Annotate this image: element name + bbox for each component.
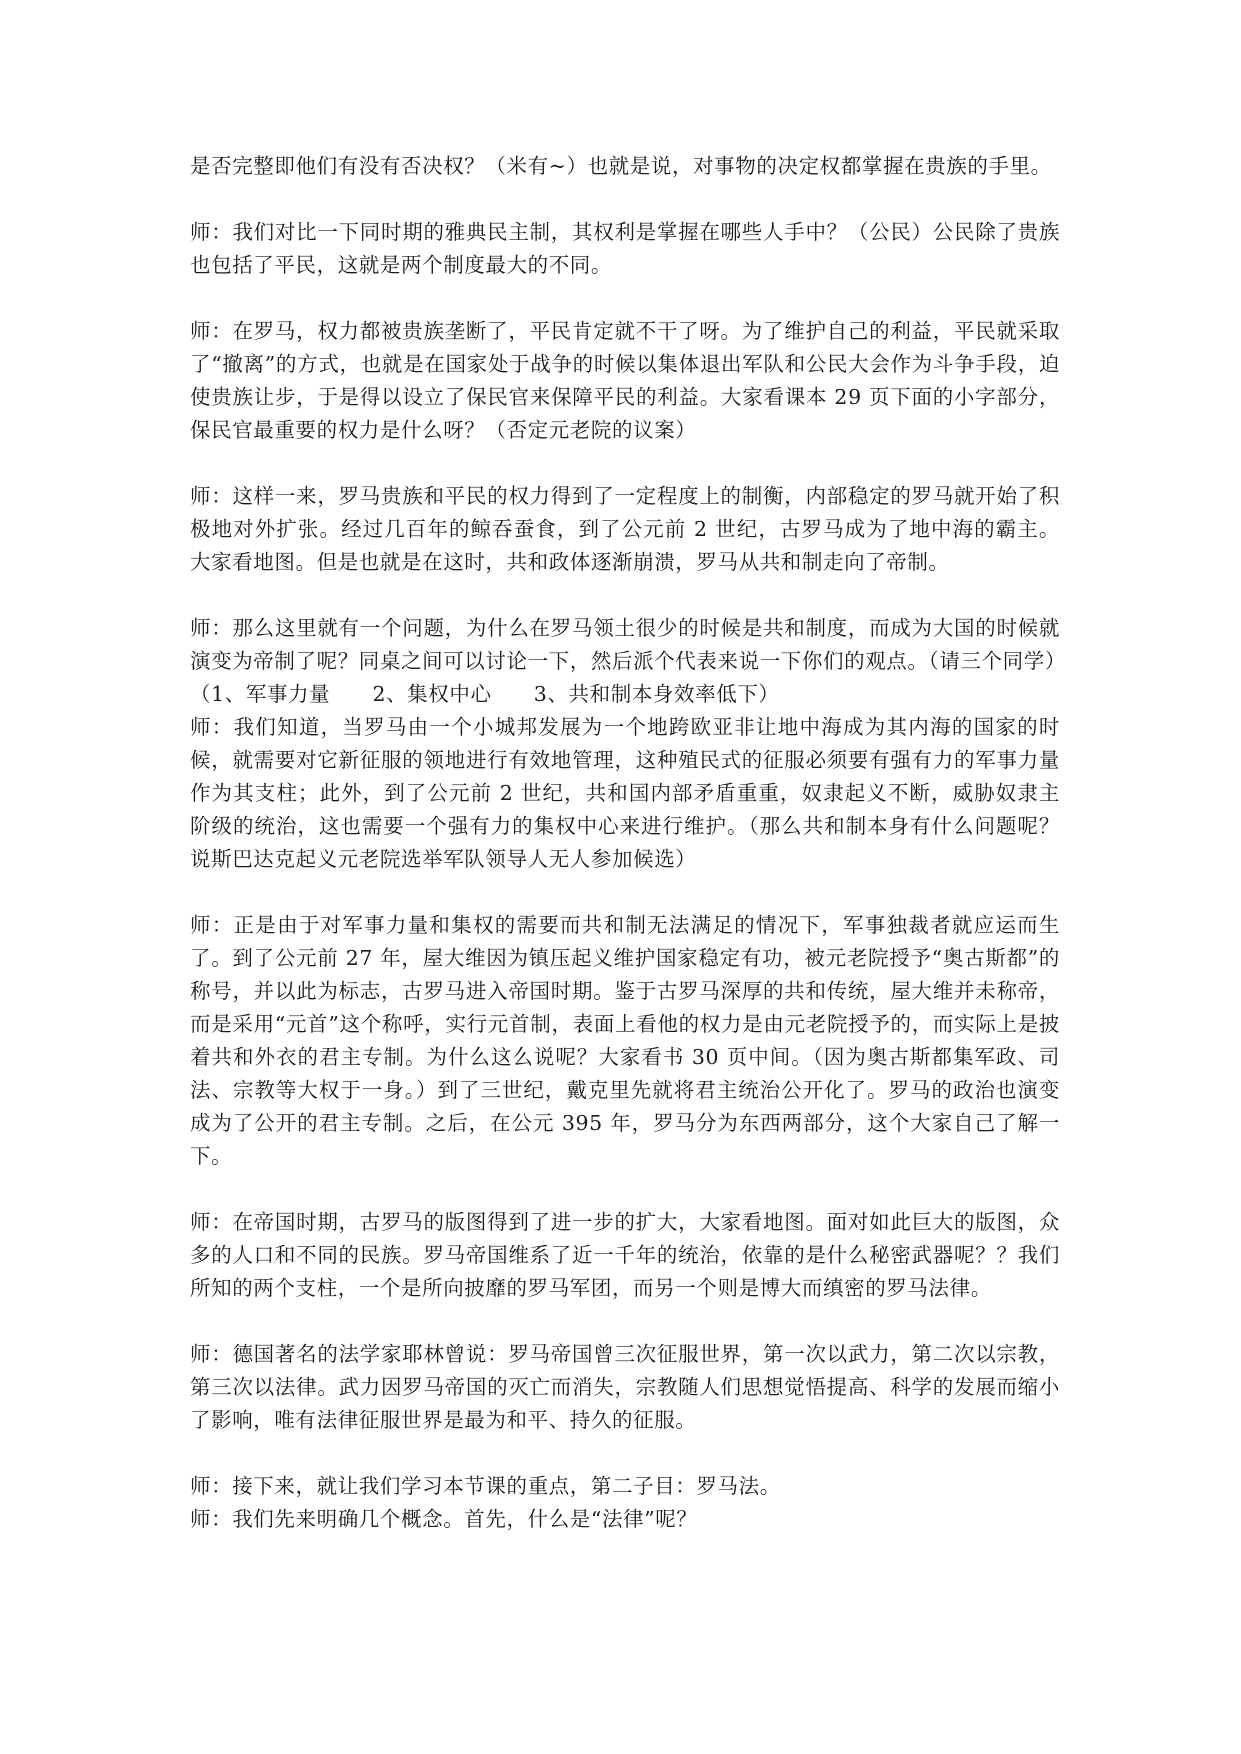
paragraph-8: 师：正是由于对军事力量和集权的需要而共和制无法满足的情况下，军事独裁者就应运而生了。到了公元前 27 年，屋大维因为镇压起义维护国家稳定有功，被元老院授予“奥古斯都”的称号，并以此为标志，古罗马进入帝国时期。鉴于古罗马深厚的共和传统，屋大维并未称帝，而是采用“元首”这个称呼，实行元首制，表面上看他的权力是由元老院授予的，而实际上是披着共和外衣的君主专制。为什么这么说呢？大家看书 30 页中间。（因为奥古斯都集军政、司法、宗教等大权于一身。）到了三世纪，戴克里先就将君主统治公开化了。罗马的政治也演变成为了公开的君主专制。之后，在公元 395 年，罗马分为东西两部分，这个大家自己了解一下。	[190, 913, 1060, 1168]
paragraph-7: 师：我们知道，当罗马由一个小城邦发展为一个地跨欧亚非让地中海成为其内海的国家的时候，就需要对它新征服的领地进行有效地管理，这种殖民式的征服必须要有强有力的军事力量作为其支柱；此外，到了公元前 2 世纪，共和国内部矛盾重重，奴隶起义不断，威胁奴隶主阶级的统治，这也需要一个强有力的集权中心来进行维护。（那么共和制本身有什么问题呢？说斯巴达克起义元老院选举军队领导人无人参加候选）	[190, 715, 1060, 871]
paragraph-5: 师：那么这里就有一个问题，为什么在罗马领土很少的时候是共和制度，而成为大国的时候就演变为帝制了呢？同桌之间可以讨论一下，然后派个代表来说一下你们的观点。（请三个同学）	[190, 616, 1066, 673]
paragraph-3: 师：在罗马，权力都被贵族垄断了，平民肯定就不干了呀。为了维护自己的利益，平民就采取了“撤离”的方式，也就是在国家处于战争的时候以集体退出军队和公民大会作为斗争手段，迫使贵族让步，于是得以设立了保民官来保障平民的利益。大家看课本 29 页下面的小字部分，保民官最重要的权力是什么呀？（否定元老院的议案）	[190, 319, 1060, 442]
paragraph-4: 师：这样一来，罗马贵族和平民的权力得到了一定程度上的制衡，内部稳定的罗马就开始了积极地对外扩张。经过几百年的鲸吞蚕食，到了公元前 2 世纪，古罗马成为了地中海的霸主。大家看地图。但是也就是在这时，共和政体逐渐崩溃，罗马从共和制走向了帝制。	[190, 484, 1060, 574]
paragraph-12: 师：我们先来明确几个概念。首先，什么是“法律”呢？	[190, 1507, 698, 1531]
paragraph-6: （1、军事力量 2、集权中心 3、共和制本身效率低下）	[190, 682, 780, 706]
paragraph-2: 师：我们对比一下同时期的雅典民主制，其权利是掌握在哪些人手中？（公民）公民除了贵族也包括了平民，这就是两个制度最大的不同。	[190, 220, 1060, 277]
document-body	[190, 150, 1066, 1536]
paragraph-9: 师：在帝国时期，古罗马的版图得到了进一步的扩大，大家看地图。面对如此巨大的版图，众多的人口和不同的民族。罗马帝国维系了近一千年的统治，依靠的是什么秘密武器呢？？我们所知的两个支柱，一个是所向披靡的罗马军团，而另一个则是博大而缜密的罗马法律。	[190, 1210, 1060, 1300]
paragraph-1: 是否完整即他们有没有否决权？（米有~）也就是说，对事物的决定权都掌握在贵族的手里。	[190, 154, 1052, 178]
paragraph-10: 师：德国著名的法学家耶林曾说：罗马帝国曾三次征服世界，第一次以武力，第二次以宗教，第三次以法律。武力因罗马帝国的灭亡而消失，宗教随人们思想觉悟提高、科学的发展而缩小了影响，唯有法律征服世界是最为和平、持久的征服。	[190, 1342, 1060, 1432]
paragraph-11: 师：接下来，就让我们学习本节课的重点，第二子目：罗马法。	[190, 1474, 781, 1498]
